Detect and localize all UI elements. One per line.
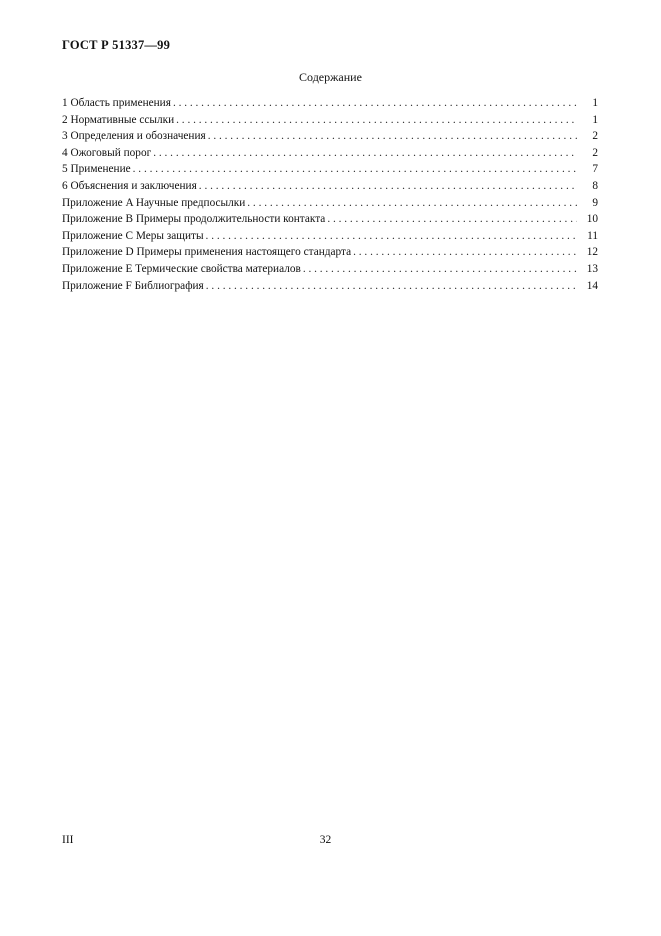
- toc-entry[interactable]: [62, 161, 598, 178]
- toc-entry-label: Приложение E Термические свойства материалов: [62, 262, 301, 275]
- toc-entry-page: 8: [592, 179, 598, 192]
- toc-leader-dots: [206, 228, 577, 245]
- toc-entry-label: Приложение F Библиография: [62, 279, 204, 292]
- toc-entry-label: 2 Нормативные ссылки: [62, 113, 175, 126]
- toc-entry[interactable]: [62, 195, 598, 212]
- toc-title: Содержание: [299, 70, 362, 84]
- toc-entry-label: 6 Объяснения и заключения: [62, 179, 197, 192]
- table-of-contents: [62, 95, 598, 294]
- toc-entry[interactable]: [62, 112, 598, 129]
- toc-entry-label: 3 Определения и обозначения: [62, 130, 206, 143]
- toc-entry-page: 9: [592, 196, 598, 209]
- toc-entry-label: Приложение D Примеры применения настоящего стандарта: [62, 246, 352, 259]
- roman-page-number: III: [62, 834, 74, 846]
- toc-entry[interactable]: [62, 278, 598, 295]
- toc-leader-dots: [206, 278, 577, 295]
- toc-entry[interactable]: [62, 244, 598, 261]
- toc-leader-dots: [176, 112, 577, 129]
- toc-entry[interactable]: [62, 128, 598, 145]
- toc-leader-dots: [247, 195, 577, 212]
- toc-entry-page: 1: [592, 113, 598, 126]
- toc-entry[interactable]: [62, 95, 598, 112]
- toc-entry-page: 2: [592, 146, 598, 159]
- toc-entry-page: 11: [587, 229, 598, 242]
- toc-entry-label: 5 Применение: [62, 163, 131, 176]
- toc-entry-label: Приложение C Меры защиты: [62, 229, 204, 242]
- toc-entry-label: Приложение B Примеры продолжительности контакта: [62, 213, 326, 226]
- toc-entry[interactable]: [62, 228, 598, 245]
- toc-leader-dots: [303, 261, 577, 278]
- toc-entry-label: 1 Область применения: [62, 97, 171, 109]
- toc-entry-label: Приложение A Научные предпосылки: [62, 196, 246, 209]
- toc-entry[interactable]: [62, 211, 598, 228]
- toc-entry[interactable]: [62, 145, 598, 162]
- toc-entry-page: 2: [592, 130, 598, 143]
- toc-entry-page: 14: [586, 279, 598, 292]
- document-code: ГОСТ Р 51337—99: [62, 38, 171, 52]
- toc-leader-dots: [133, 161, 577, 178]
- toc-entry-page: 1: [592, 97, 598, 109]
- toc-entry-page: 10: [586, 213, 598, 226]
- toc-leader-dots: [153, 145, 577, 162]
- toc-leader-dots: [208, 128, 577, 145]
- toc-entry-page: 13: [586, 262, 598, 275]
- toc-leader-dots: [327, 211, 577, 228]
- toc-entry-page: 12: [586, 246, 598, 259]
- sheet-number: 32: [319, 834, 332, 846]
- toc-leader-dots: [173, 95, 577, 112]
- toc-entry-label: 4 Ожоговый порог: [62, 146, 152, 159]
- toc-entry[interactable]: [62, 261, 598, 278]
- toc-leader-dots: [353, 244, 577, 261]
- toc-entry[interactable]: [62, 178, 598, 195]
- toc-entry-page: 7: [592, 163, 598, 176]
- toc-leader-dots: [199, 178, 577, 195]
